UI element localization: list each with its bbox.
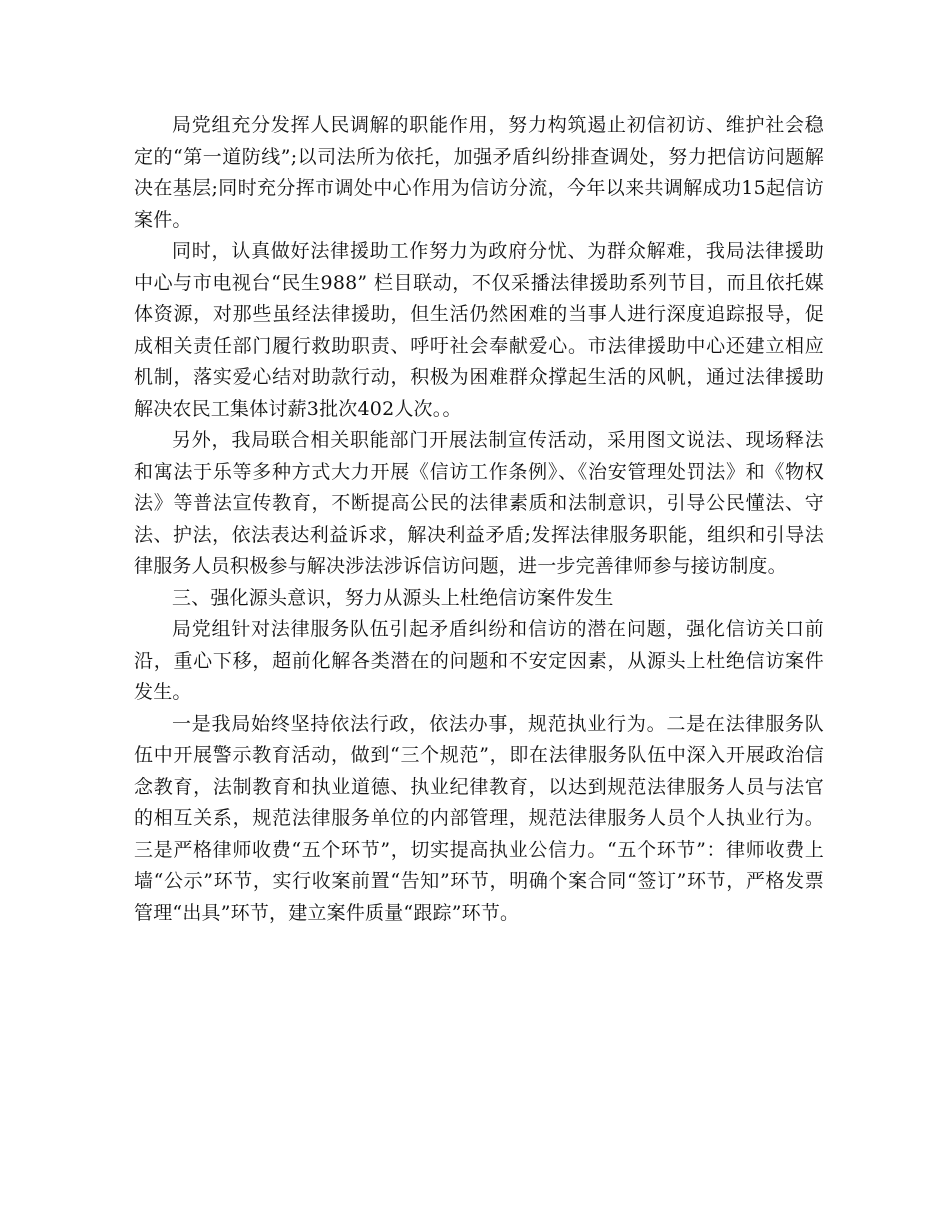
- paragraph-three-measures: 一是我局始终坚持依法行政，依法办事，规范执业行为。二是在法律服务队伍中开展警示教育活动，做到“三个规范”，即在法律服务队伍中深入开展政治信念教育，法制教育和执业道德、执业纪律教育，以达到规范法律服务人员与法官的相互关系，规范法律服务单位的内部管理，规范法律服务人员个人执业行为。三是严格律师收费“五个环节”，切实提高执业公信力。“五个环节”：律师收费上墙“公示”环节，实行收案前置“告知”环节，明确个案合同“签订”环节，严格发票管理“出具”环节，建立案件质量“跟踪”环节。: [134, 712, 824, 924]
- paragraph-source-prevention: 局党组针对法律服务队伍引起矛盾纠纷和信访的潜在问题，强化信访关口前沿，重心下移，超前化解各类潜在的问题和不安定因素，从源头上杜绝信访案件发生。: [134, 618, 824, 703]
- section-heading-source-awareness: 三、强化源头意识，努力从源头上杜绝信访案件发生: [172, 586, 614, 609]
- document-body: [134, 110, 824, 929]
- paragraph-mediation: 局党组充分发挥人民调解的职能作用，努力构筑遏止初信初访、维护社会稳定的“第一道防线”;以司法所为依托，加强矛盾纠纷排查调处，努力把信访问题解决在基层;同时充分挥市调处中心作用为信访分流，今年以来共调解成功15起信访案件。: [134, 114, 824, 231]
- paragraph-legal-publicity: 另外，我局联合相关职能部门开展法制宣传活动，采用图文说法、现场释法和寓法于乐等多种方式大力开展《信访工作条例》、《治安管理处罚法》和《物权法》等普法宣传教育，不断提高公民的法律素质和法制意识，引导公民懂法、守法、护法，依法表达利益诉求，解决利益矛盾;发挥法律服务职能，组织和引导法律服务人员积极参与解决涉法涉诉信访问题，进一步完善律师参与接访制度。: [134, 429, 824, 577]
- paragraph-legal-aid: 同时，认真做好法律援助工作努力为政府分忧、为群众解难，我局法律援助中心与市电视台“民生988” 栏目联动，不仅采播法律援助系列节目，而且依托媒体资源，对那些虽经法律援助，但生活仍然困难的当事人进行深度追踪报导，促成相关责任部门履行救助职责、呼吁社会奉献爱心。市法律援助中心还建立相应机制，落实爱心结对助款行动，积极为困难群众撑起生活的风帆，通过法律援助解决农民工集体讨薪3批次402人次。。: [134, 240, 824, 420]
